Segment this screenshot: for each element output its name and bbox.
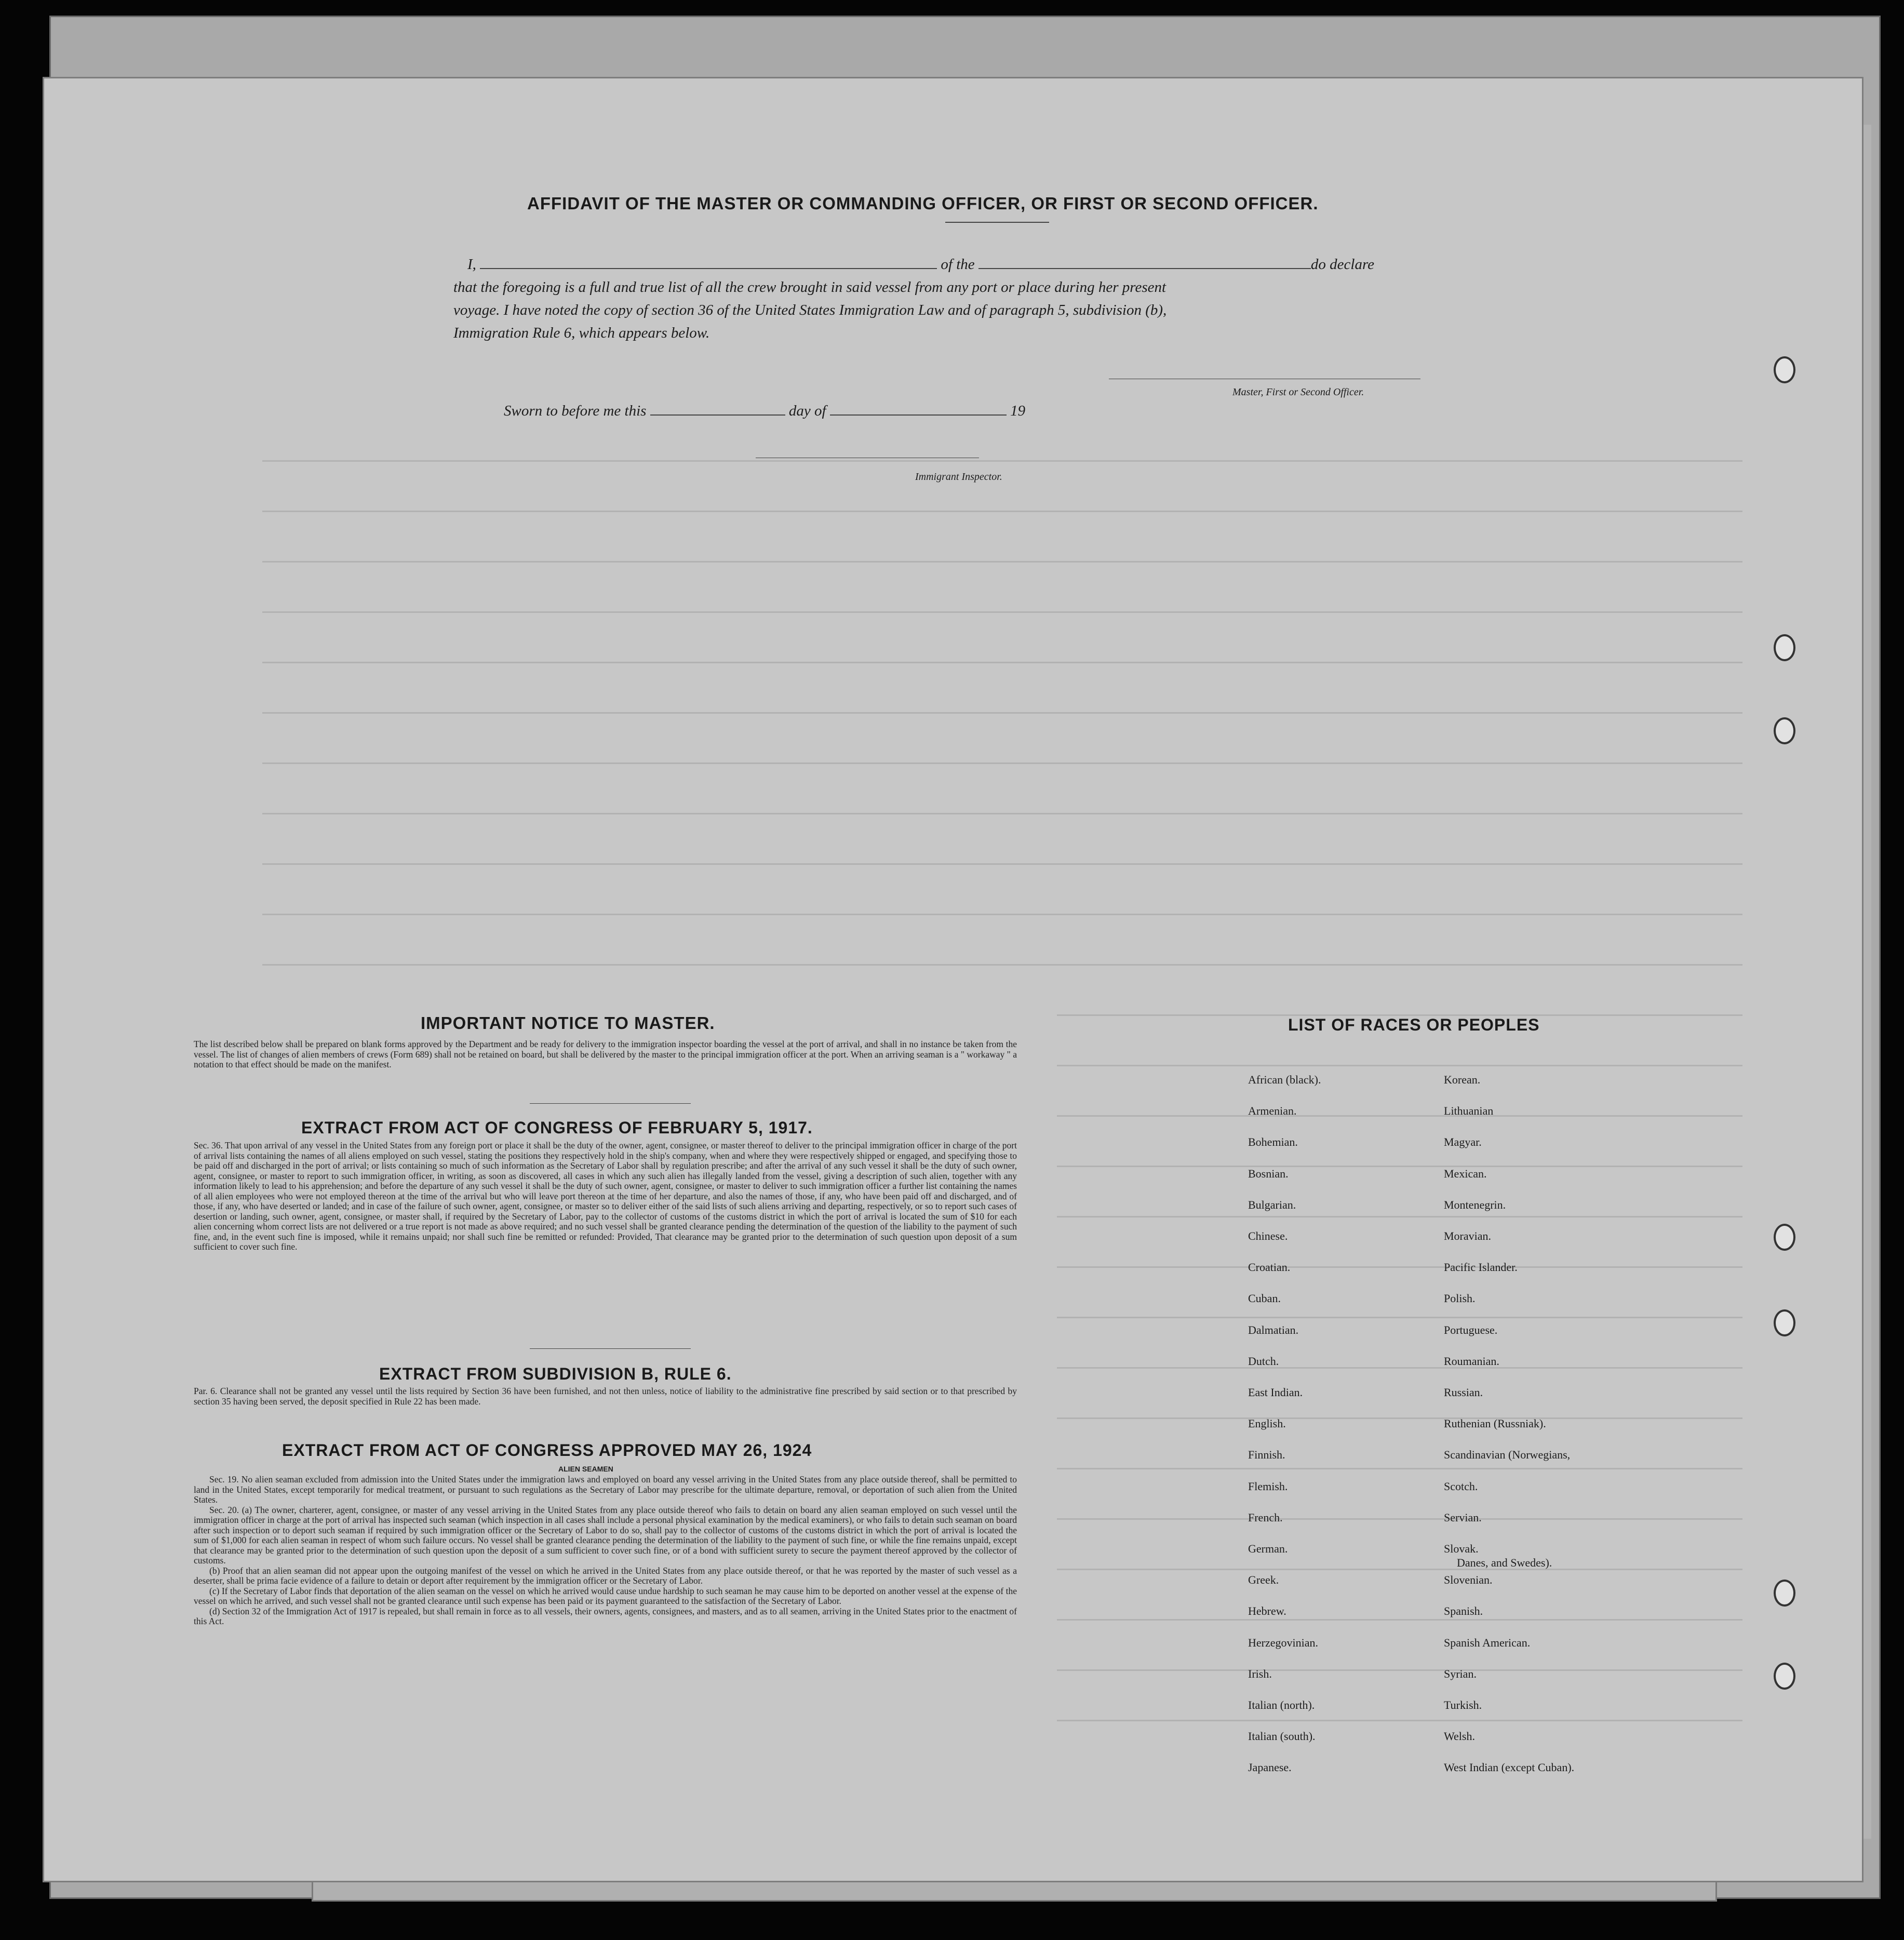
extract-1924-body [194, 1475, 1017, 1627]
bleed-through-row [1057, 1518, 1742, 1520]
race-item: Russian. [1444, 1386, 1483, 1399]
binder-hole [1774, 717, 1795, 744]
binder-hole [1774, 1309, 1795, 1336]
race-item: Slovenian. [1444, 1573, 1493, 1587]
affidavit-title: AFFIDAVIT OF THE MASTER OR COMMANDING OFFICER, OR FIRST OR SECOND OFFICER. [527, 194, 1319, 213]
bleed-through-row [262, 964, 1742, 966]
race-item: Cuban. [1248, 1292, 1281, 1305]
bleed-through-row [262, 712, 1742, 714]
race-item: Turkish. [1444, 1698, 1482, 1711]
race-item: Bosnian. [1248, 1167, 1289, 1180]
race-item: German. [1248, 1542, 1288, 1555]
race-item: Lithuanian [1444, 1104, 1494, 1118]
binder-hole [1774, 1224, 1795, 1251]
bleed-through-row [1057, 1115, 1742, 1117]
race-item: Dalmatian. [1248, 1323, 1299, 1336]
document-page [43, 77, 1863, 1882]
extract-rule6-body: Par. 6. Clearance shall not be granted any vessel until the lists required by Section 36 have been furnished, and not then unless, notice of liability to the administrative fine prescribed by said section or to that prescribed by section 35 having been served, the deposit specified in Rule 22 has been made. [194, 1386, 1017, 1407]
race-item: Scandinavian (Norwegians, [1444, 1448, 1571, 1462]
bleed-through-row [1057, 1619, 1742, 1621]
race-item: Flemish. [1248, 1479, 1288, 1493]
sworn-start: Sworn to before me this [504, 403, 647, 419]
race-item: French. [1248, 1510, 1283, 1524]
bleed-through-row [262, 662, 1742, 663]
race-item: East Indian. [1248, 1386, 1303, 1399]
sworn-end: 19 [1010, 403, 1026, 419]
bleed-through-row [1057, 1317, 1742, 1318]
race-item: Italian (south). [1248, 1730, 1316, 1743]
bleed-through-row [1057, 1417, 1742, 1419]
sec-20b-paragraph: (b) Proof that an alien seaman did not appear upon the outgoing manifest of the vessel on which he arrived in the United States from any place outside thereof, or that he was reported by the master of such vessel as a deserter, shall be prima facie evidence of a failure to detain or deport after requirement by the immigration officer or the Secretary of Labor. [194, 1565, 1017, 1586]
race-item: Armenian. [1248, 1104, 1297, 1118]
bleed-through-row [1057, 1669, 1742, 1671]
sec-20a-paragraph: Sec. 20. (a) The owner, charterer, agent, consignee, or master of any vessel arriving in the United States from any place outside thereof who fails to detain on board any alien seaman employed on such vessel until the immigration officer in charge at the port of arrival has inspected such seaman (which inspection in all cases shall include a personal physical examination by the medical examiners), or who fails to detain such seaman on board after such inspection or to deport such seaman if required by such immigration officer or the Secretary of Labor to do so, shall pay to the collector of customs of the customs district in which the port of arrival is located the sum of $1,000 for each alien seaman in respect of whom such failure occurs. No vessel shall be granted clearance pending the determination of the liability to the payment of such fine, or while the fine remains unpaid, except that clearance may be granted prior to the determination of such question upon the deposit of a sum sufficient to cover such fine, or of a bond with sufficient surety to secure the payment thereof approved by the collector of customs. [194, 1504, 1017, 1566]
affidavit-line-4: Immigration Rule 6, which appears below. [453, 325, 710, 341]
race-item: Ruthenian (Russniak). [1444, 1417, 1546, 1430]
bleed-through-row [262, 611, 1742, 613]
bleed-through-row [1057, 1166, 1742, 1167]
race-item: African (black). [1248, 1073, 1321, 1086]
extract-1917-body: Sec. 36. That upon arrival of any vessel in the United States from any foreign port or place it shall be the duty of the owner, agent, consignee, or master thereof to deliver to the principal immigration officer in charge of the port of arrival lists containing the names of all aliens employed on such vessel, stating the positions they respectively hold in the ship's company, when and where they were respectively shipped or engaged, and specifying those to be paid off and discharged in the port of arrival; or lists containing so much of such information as the Secretary of Labor shall by regulation prescribe; and after the arrival of any such vessel it shall be the duty of such owner, agent, consignee, or master to report to such immigration officer, in writing, as soon as discovered, all cases in which any such alien has illegally landed from the vessel, giving a description of such alien, together with any information likely to lead to his apprehension; and before the departure of any such vessel it shall be the duty of such owner, agent, consignee, or master to deliver to such immigration officer a further list containing the names of all alien employees who were not employed thereon at the time of the arrival but who will leave port thereon at the time of her departure, and also the names of those, if any, who have been paid off and discharged, and of those, if any, who have deserted or landed; and in case of the failure of such owner, agent, consignee, or master so to deliver either of the said lists of such aliens arriving and departing, respectively, or so to report such cases of desertion or landing, such owner, agent, consignee, or master shall, if required by the Secretary of Labor, pay to the collector of customs of the customs district in which the port of arrival is located the sum of $10 for each alien concerning whom correct lists are not delivered or a true report is not made as above required; and no such vessel shall be granted clearance pending the determination of the question of the liability to the payment of such fine, and, in the event such fine is imposed, while it remains unpaid; nor shall such fine be remitted or refunded: Provided, That clearance may be granted prior to the determination of such question upon deposit of a sum sufficient to cover such fine. [194, 1140, 1017, 1252]
extract-1917-title: EXTRACT FROM ACT OF CONGRESS OF FEBRUARY 5, 1917. [301, 1118, 813, 1137]
race-item: Spanish. [1444, 1604, 1483, 1618]
race-item: Pacific Islander. [1444, 1261, 1518, 1274]
bleed-through-row [1057, 1065, 1742, 1066]
race-item: Chinese. [1248, 1229, 1288, 1242]
race-item: Irish. [1248, 1667, 1272, 1680]
race-item: English. [1248, 1417, 1286, 1430]
affidavit-line-3: voyage. I have noted the copy of section 36 of the United States Immigration Law and of paragraph 5, subdivision (b), [453, 302, 1167, 318]
race-item: Japanese. [1248, 1761, 1292, 1774]
bleed-through-row [1057, 1367, 1742, 1369]
race-item: Syrian. [1444, 1667, 1477, 1680]
sec-20d-paragraph: (d) Section 32 of the Immigration Act of 1917 is repealed, but shall remain in force as to all vessels, their owners, agents, consignees, and masters, and as to all seamen, arriving in the United States prior to the enactment of this Act. [194, 1605, 1017, 1626]
race-item: Mexican. [1444, 1167, 1487, 1180]
name-blank[interactable] [480, 268, 937, 269]
vessel-blank[interactable] [978, 268, 1311, 269]
race-item: Dutch. [1248, 1354, 1279, 1368]
race-item-continuation: Danes, and Swedes). [1457, 1556, 1552, 1569]
sec-19-paragraph: Sec. 19. No alien seaman excluded from admission into the United States under the immigration laws and employed on board any vessel arriving in the United States from any place outside thereof, shall be permitted to land in the United States, except temporarily for medical treatment, or pursuant to such regulations as the Secretary of Labor may prescribe for the ultimate departure, removal, or deportation of such alien from the United States. [194, 1474, 1017, 1505]
affidavit-line-2: that the foregoing is a full and true list of all the crew brought in said vessel from any port or place during her present [453, 279, 1166, 296]
race-item: Italian (north). [1248, 1698, 1315, 1711]
race-item: Greek. [1248, 1573, 1279, 1587]
divider [530, 1348, 691, 1349]
sworn-line [504, 399, 1025, 422]
bleed-through-row [262, 813, 1742, 814]
sec-20c-paragraph: (c) If the Secretary of Labor finds that deportation of the alien seaman on the vessel on which he arrived would cause undue hardship to such seaman he may cause him to be deported on another vessel at the expense of the vessel on which he arrived, and such vessel shall not be granted clearance until such expense has been paid or its payment guaranteed to the satisfaction of the Secretary of Labor. [194, 1585, 1017, 1606]
bleed-through-row [1057, 1216, 1742, 1217]
race-item: Portuguese. [1444, 1323, 1498, 1336]
race-item: Spanish American. [1444, 1636, 1531, 1649]
race-item: Bohemian. [1248, 1135, 1298, 1149]
race-item: Moravian. [1444, 1229, 1492, 1242]
extract-1924-title: EXTRACT FROM ACT OF CONGRESS APPROVED MAY 26, 1924 [282, 1441, 812, 1460]
race-item: Finnish. [1248, 1448, 1285, 1462]
extract-1924-subtitle: ALIEN SEAMEN [558, 1465, 613, 1473]
race-item: Montenegrin. [1444, 1198, 1506, 1211]
affidavit-line1-mid: of the [941, 256, 975, 273]
bleed-through-row [262, 863, 1742, 865]
binder-hole [1774, 634, 1795, 661]
notice-body: The list described below shall be prepared on blank forms approved by the Department and be ready for delivery to the immigration inspector boarding the vessel at the port of arrival, and shall in no instance be taken from the vessel. The list of changes of alien members of crews (Form 689) shall not be retained on board, but shall be delivered by the master to the principal immigration officer at the port. When an arriving seaman is a " workaway " a notation to that effect should be made on the manifest. [194, 1039, 1017, 1069]
inspector-label: Immigrant Inspector. [915, 471, 1002, 483]
race-item: Korean. [1444, 1073, 1481, 1086]
race-item: Hebrew. [1248, 1604, 1286, 1618]
race-item: Roumanian. [1444, 1354, 1499, 1368]
race-item: West Indian (except Cuban). [1444, 1761, 1575, 1774]
bleed-through-row [1057, 1720, 1742, 1721]
bleed-through-row [262, 511, 1742, 512]
races-title: LIST OF RACES OR PEOPLES [1288, 1015, 1540, 1034]
bleed-through-row [1057, 1468, 1742, 1469]
sworn-month-blank[interactable] [830, 414, 1007, 416]
binder-hole [1774, 356, 1795, 383]
bleed-through-row [1057, 1266, 1742, 1268]
bleed-through-row [262, 762, 1742, 764]
race-item: Welsh. [1444, 1730, 1475, 1743]
race-item: Bulgarian. [1248, 1198, 1296, 1211]
binder-hole [1774, 1663, 1795, 1690]
bleed-through-row [262, 460, 1742, 462]
affidavit-line1-end: do declare [1310, 256, 1375, 273]
bleed-through-row [262, 561, 1742, 563]
race-item: Croatian. [1248, 1261, 1291, 1274]
divider [530, 1103, 691, 1104]
bleed-through-row [1057, 1569, 1742, 1570]
race-item: Scotch. [1444, 1479, 1478, 1493]
affidavit-line1-start: I, [467, 256, 476, 273]
race-item: Polish. [1444, 1292, 1476, 1305]
race-item: Servian. [1444, 1510, 1482, 1524]
extract-rule6-title: EXTRACT FROM SUBDIVISION B, RULE 6. [379, 1364, 732, 1383]
binder-hole [1774, 1580, 1795, 1607]
sworn-mid: day of [788, 403, 826, 419]
notice-title: IMPORTANT NOTICE TO MASTER. [421, 1013, 715, 1033]
bleed-through-row [262, 914, 1742, 915]
affidavit-line-1 [467, 253, 1374, 276]
signature-label: Master, First or Second Officer. [1232, 386, 1364, 398]
race-item: Slovak. [1444, 1542, 1479, 1555]
divider [945, 222, 1049, 223]
race-item: Magyar. [1444, 1135, 1482, 1149]
race-item: Herzegovinian. [1248, 1636, 1318, 1649]
sworn-day-blank[interactable] [650, 414, 785, 416]
